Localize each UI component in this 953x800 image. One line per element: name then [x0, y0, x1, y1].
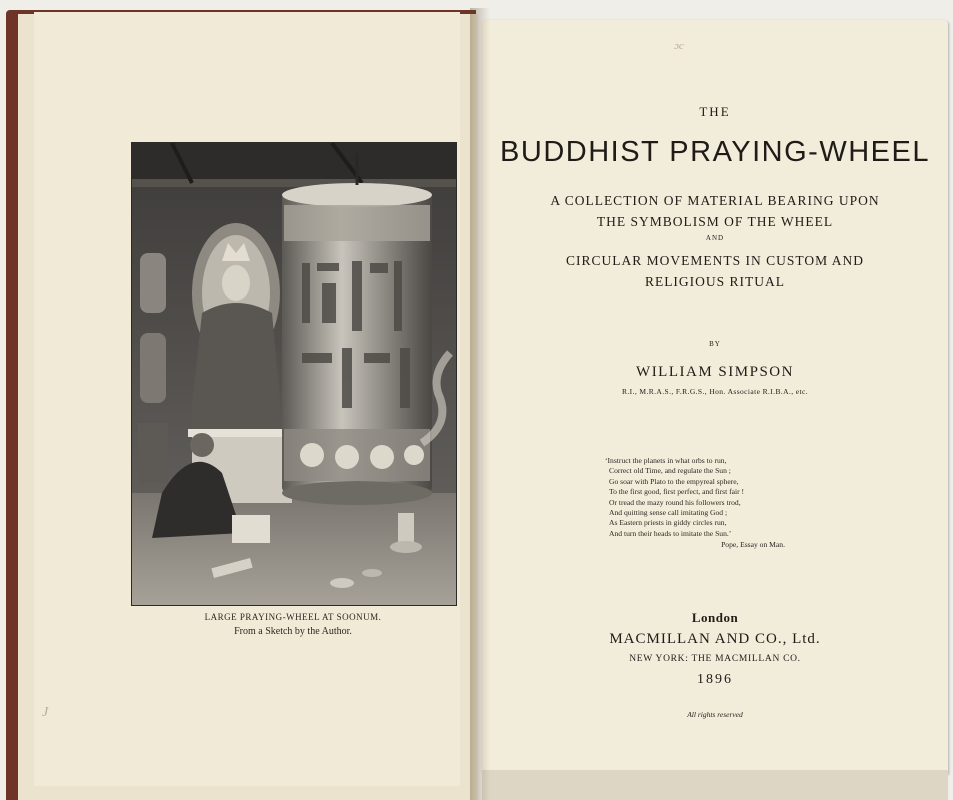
epigraph: [605, 456, 805, 551]
subtitle-line-4: RELIGIOUS RITUAL: [644, 274, 786, 289]
epigraph-line: And quitting sense call imitating God ;: [609, 508, 728, 518]
subtitle-and: AND: [705, 234, 725, 242]
subtitle-line-3: CIRCULAR MOVEMENTS IN CUSTOM AND: [565, 253, 865, 268]
epigraph-line: ‘Instruct the planets in what orbs to run,: [605, 456, 727, 465]
epigraph-line: As Eastern priests in giddy circles run,: [609, 518, 727, 528]
rights-notice: All rights reserved: [687, 710, 743, 719]
epigraph-line: Correct old Time, and regulate the Sun ;: [609, 466, 731, 476]
praying-wheel-engraving: [132, 143, 456, 605]
pencil-mark: J: [42, 705, 49, 720]
publisher-name: MACMILLAN AND CO., Ltd.: [609, 631, 821, 647]
epigraph-line: And turn their heads to imitate the Sun.’: [609, 528, 732, 538]
frontispiece-caption-title: LARGE PRAYING-WHEEL AT SOONUM.: [204, 612, 382, 622]
subtitle-line-2: THE SYMBOLISM OF THE WHEEL: [596, 214, 834, 229]
page-mark: ɔc: [674, 40, 684, 52]
epigraph-line: Or tread the mazy round his followers trod,: [609, 497, 741, 507]
epigraph-line: To the first good, first perfect, and first fair !: [609, 487, 745, 497]
epigraph-line: Go soar with Plato to the empyreal sphere,: [609, 476, 739, 486]
epigraph-attribution: Pope, Essay on Man.: [721, 540, 785, 550]
subtitle-line-1: A COLLECTION OF MATERIAL BEARING UPON: [550, 193, 880, 208]
subtitle-block-1: [482, 190, 948, 232]
page-edge: [482, 770, 948, 800]
frontispiece-illustration: [131, 142, 457, 606]
frontispiece-caption-credit: From a Sketch by the Author.: [234, 626, 352, 637]
subtitle-block-2: [482, 250, 948, 292]
publisher-new-york: NEW YORK: THE MACMILLAN CO.: [629, 654, 801, 664]
title-article: THE: [699, 104, 731, 119]
imprint-city: London: [691, 610, 739, 625]
by-line: BY: [709, 340, 721, 348]
author-credentials: R.I., M.R.A.S., F.R.G.S., Hon. Associate R.I.B.A., etc.: [622, 387, 808, 396]
publication-year: 1896: [697, 672, 733, 687]
book-title: BUDDHIST PRAYING-WHEEL: [500, 136, 930, 168]
author-name: WILLIAM SIMPSON: [636, 364, 794, 380]
